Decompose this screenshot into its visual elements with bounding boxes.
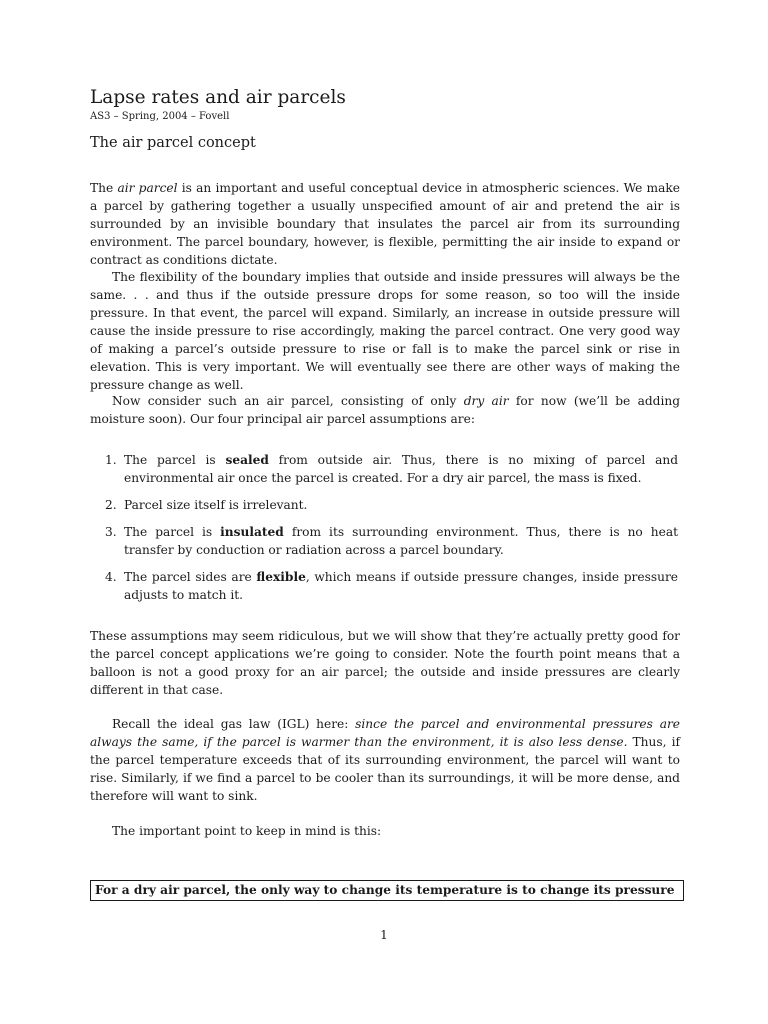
list-number: 4.	[105, 570, 117, 584]
emphasis-text: air parcel	[117, 181, 178, 195]
assumptions-list	[100, 451, 678, 613]
boxed-key-statement: For a dry air parcel, the only way to change its temperature is to change its pressure	[90, 880, 684, 901]
bold-text: flexible	[256, 570, 306, 584]
paragraph-ideal-gas-law	[90, 715, 680, 805]
section-title: The air parcel concept	[90, 135, 256, 151]
text-run: , which means if outside pressure changes, inside pressure adjusts to match it.	[124, 570, 678, 602]
paragraph-assumptions-intro	[90, 392, 680, 428]
bold-text: sealed	[225, 453, 269, 467]
text-run: is an important and useful conceptual device in atmospheric sciences. We make a parcel by gathering together a usually unspecified amount of air and pretend the air is surrounded by an invisible boundary that insulates the parcel air from its surrounding environment. The parcel boundary, however, is flexible, permitting the air inside to expand or contract as conditions dictate.	[90, 181, 680, 267]
text-run: The parcel sides are	[124, 570, 257, 584]
text-run: from outside air. Thus, there is no mixing of parcel and environmental air once the parcel is created. For a dry air parcel, the mass is fixed.	[124, 453, 678, 485]
text-run: The parcel is	[124, 453, 226, 467]
emphasis-text: dry air	[463, 394, 509, 408]
list-number: 3.	[105, 525, 117, 539]
bold-text: insulated	[220, 525, 284, 539]
text-run: The	[90, 181, 118, 195]
paragraph-key-point-intro: The important point to keep in mind is this:	[112, 824, 382, 838]
emphasis-text: since the parcel and environmental pressures are always the same, if the parcel is warmer than the environment, it is also less dense.	[90, 717, 680, 749]
text-run: for now (we’ll be adding moisture soon). Our four principal air parcel assumptions are:	[90, 394, 680, 426]
list-item	[100, 451, 678, 487]
document-title: Lapse rates and air parcels	[90, 87, 346, 108]
text-run: from its surrounding environment. Thus, there is no heat transfer by conduction or radiation across a parcel boundary.	[124, 525, 678, 557]
text-run: Thus, if the parcel temperature exceeds that of its surrounding environment, the parcel will want to rise. Similarly, if we find a parcel to be cooler than its surroundings, it will be more dense, and therefore will want to sink.	[90, 735, 680, 803]
list-item	[100, 496, 678, 514]
list-item	[100, 523, 678, 559]
document-subtitle: AS3 – Spring, 2004 – Fovell	[90, 111, 230, 122]
text-run: Recall the ideal gas law (IGL) here:	[112, 717, 356, 731]
paragraph-intro	[90, 179, 680, 269]
text-run: The parcel is	[124, 525, 221, 539]
paragraph-flexibility: The flexibility of the boundary implies that outside and inside pressures will always be the same. . . and thus if the outside pressure drops for some reason, so too will the inside pressure. In that event, the parcel will expand. Similarly, an increase in outside pressure will cause the inside pressure to rise accordingly, making the parcel contract. One very good way of making a parcel’s outside pressure to rise or fall is to make the parcel sink or rise in elevation. This is very important. We will eventually see there are other ways of making the pressure change as well.	[90, 270, 680, 392]
text-run: Now consider such an air parcel, consisting of only	[112, 394, 464, 408]
list-number: 2.	[105, 498, 117, 512]
list-number: 1.	[105, 453, 117, 467]
list-item	[100, 568, 678, 604]
page-number: 1	[380, 928, 388, 942]
text-run: Parcel size itself is irrelevant.	[124, 498, 308, 512]
paragraph-assumptions-discussion: These assumptions may seem ridiculous, but we will show that they’re actually pretty good for the parcel concept applications we’re going to consider. Note the fourth point means that a balloon is not a good proxy for an air parcel; the outside and inside pressures are clearly different in that case.	[90, 629, 680, 697]
